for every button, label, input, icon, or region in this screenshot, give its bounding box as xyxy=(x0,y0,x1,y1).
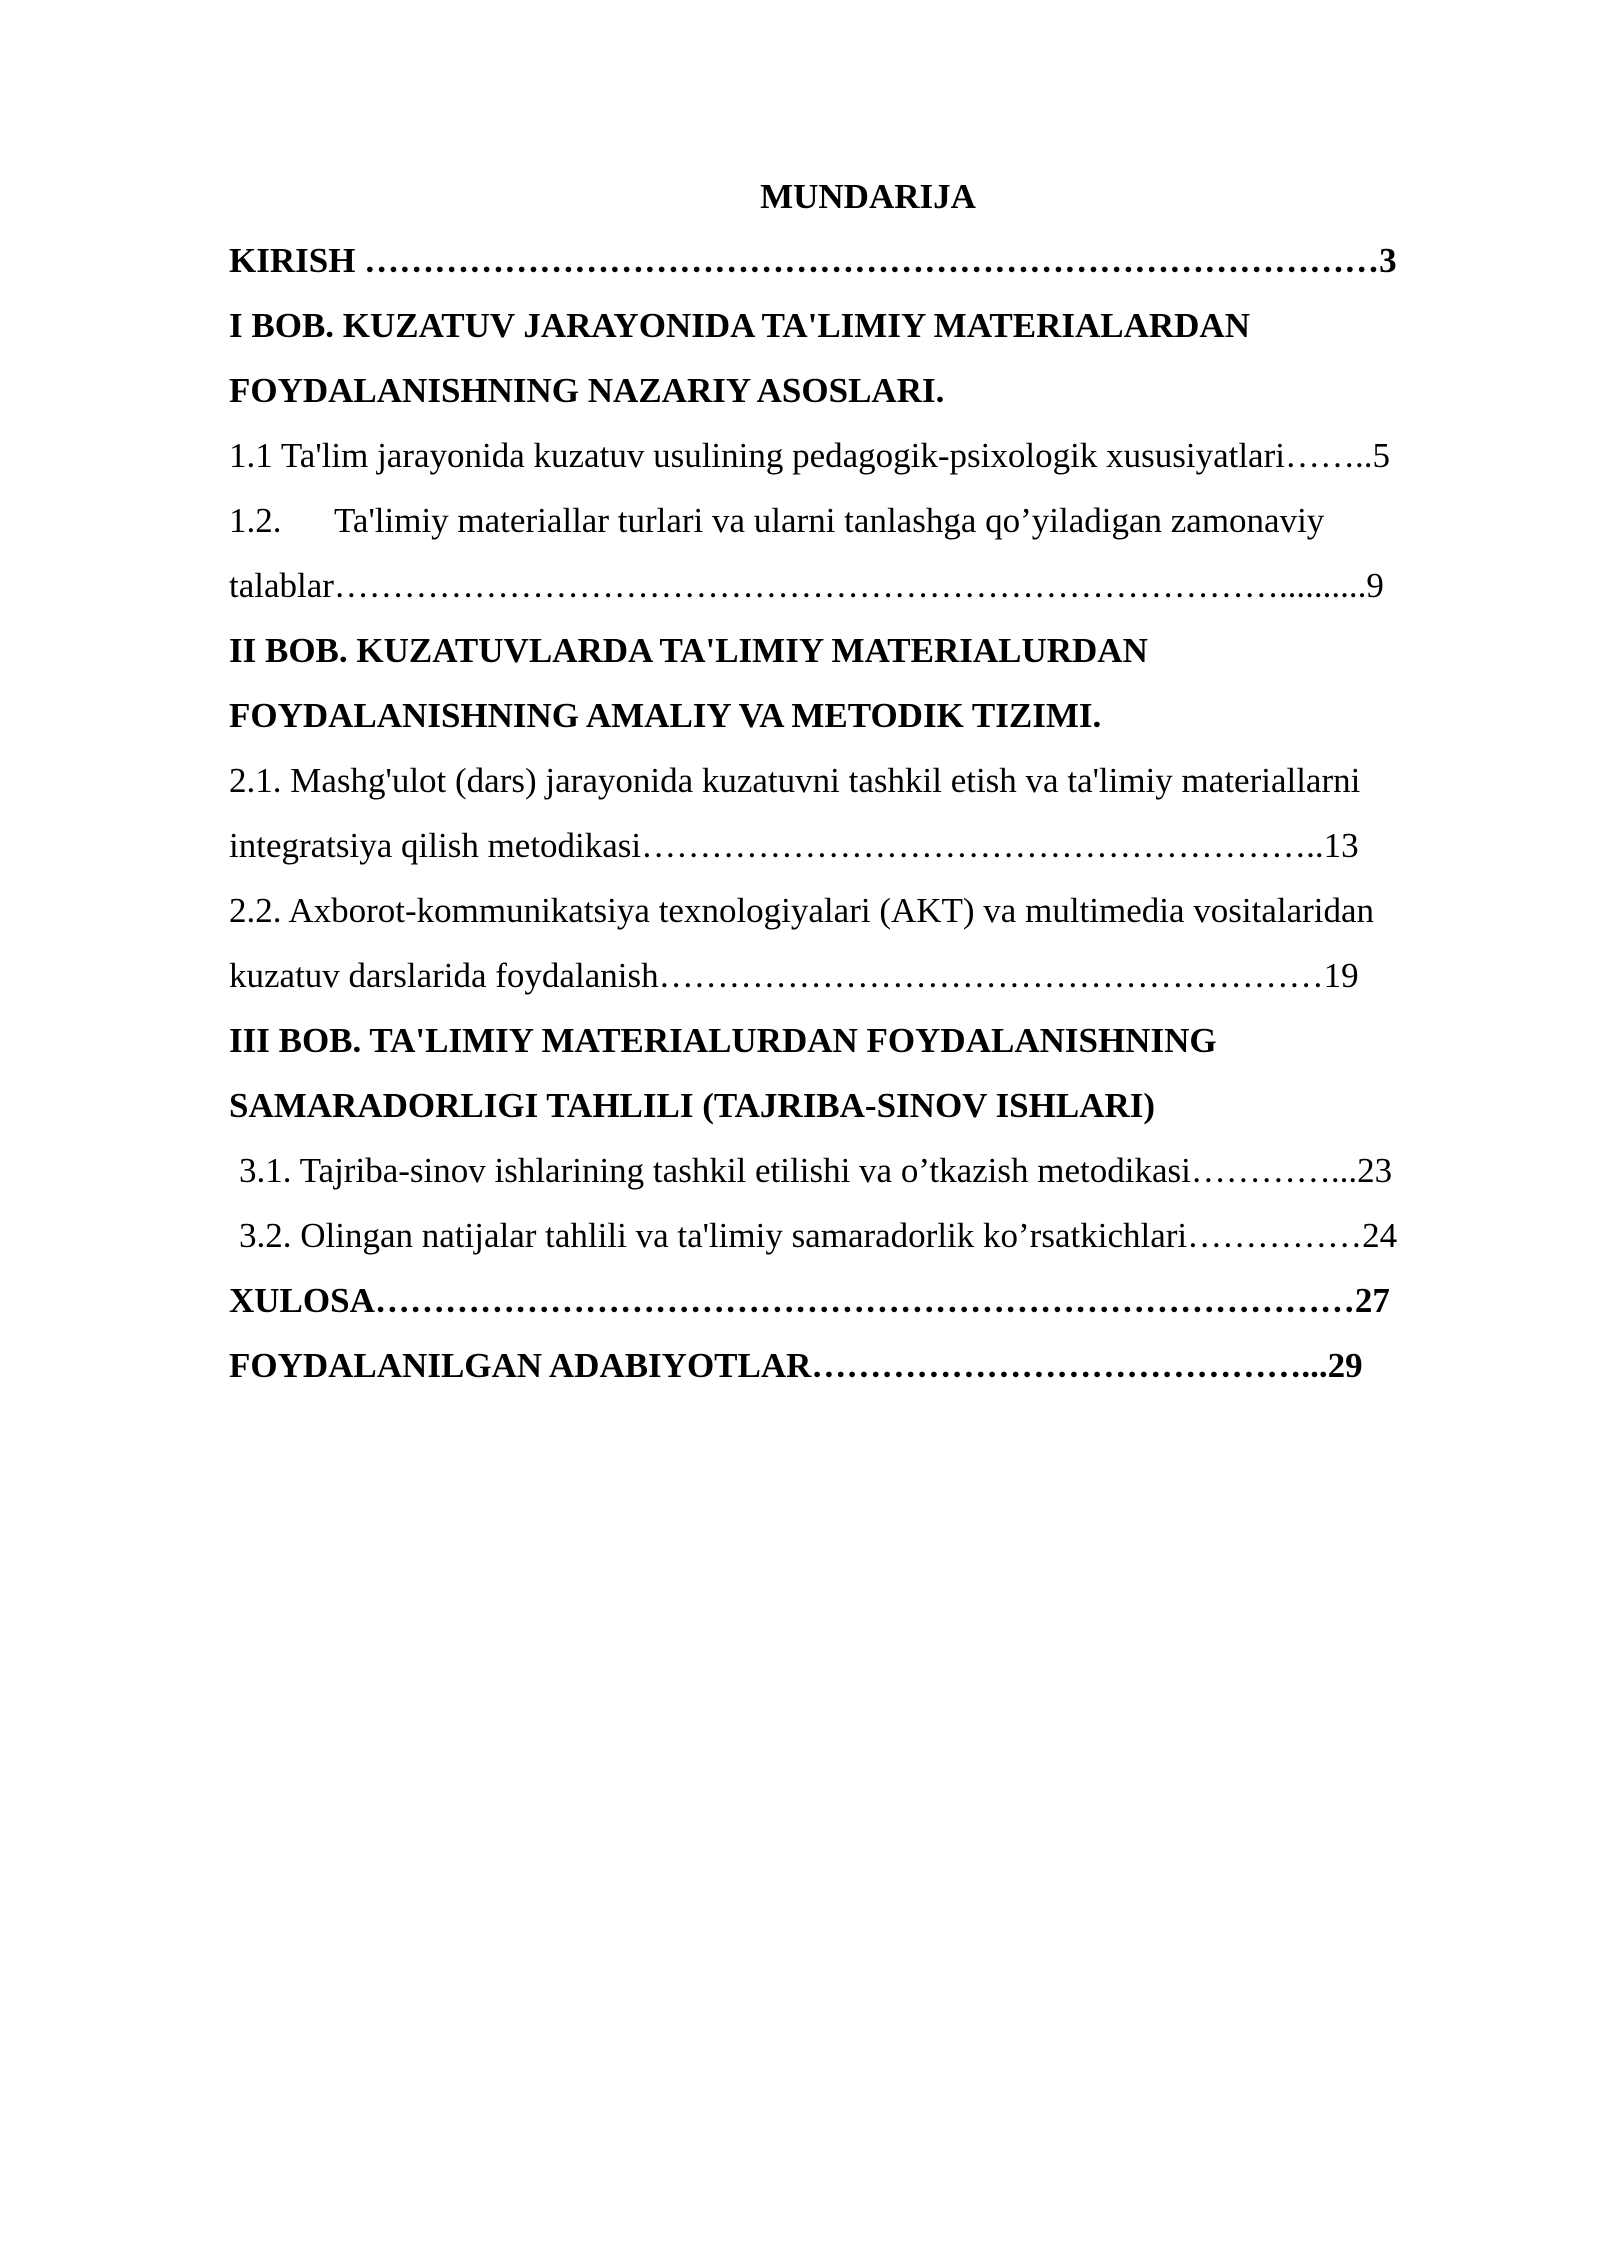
toc-chapter-2-title-line-1: II BOB. KUZATUVLARDA TA'LIMIY MATERIALURDAN xyxy=(229,631,1148,670)
toc-entry-2-1-line-2: integratsiya qilish metodikasi…………………………………………………..13 xyxy=(229,826,1359,865)
toc-chapter-1-title-line-1: I BOB. KUZATUV JARAYONIDA TA'LIMIY MATERIALARDAN xyxy=(229,306,1250,345)
toc-entry-1-2-line-1: 1.2. Ta'limiy materiallar turlari va ularni tanlashga qo’yiladigan zamonaviy xyxy=(229,501,1325,540)
toc-entry-3-1: 3.1. Tajriba-sinov ishlarining tashkil etilishi va o’tkazish metodikasi…………...23 xyxy=(239,1151,1393,1190)
toc-entry-2-1-line-1: 2.1. Mashg'ulot (dars) jarayonida kuzatuvni tashkil etish va ta'limiy materiallarni xyxy=(229,761,1361,800)
toc-chapter-2-title-line-2: FOYDALANISHNING AMALIY VA METODIK TIZIMI. xyxy=(229,696,1102,735)
toc-entry-kirish: KIRISH ……………………………………………………………………………3 xyxy=(229,241,1397,280)
toc-entry-1-1: 1.1 Ta'lim jarayonida kuzatuv usulining pedagogik-psixologik xususiyatlari……..5 xyxy=(229,436,1390,475)
toc-chapter-3-title-line-2: SAMARADORLIGI TAHLILI (TAJRIBA-SINOV ISHLARI) xyxy=(229,1086,1156,1125)
toc-entry-xulosa: XULOSA…………………………………………………………………………27 xyxy=(229,1281,1390,1320)
toc-entry-2-2-line-1: 2.2. Axborot-kommunikatsiya texnologiyalari (AKT) va multimedia vositalaridan xyxy=(229,891,1375,930)
toc-title: MUNDARIJA xyxy=(760,177,976,216)
table-of-contents xyxy=(229,170,1487,1398)
toc-entry-3-2: 3.2. Olingan natijalar tahlili va ta'limiy samaradorlik ko’rsatkichlari……………24 xyxy=(239,1216,1398,1255)
toc-entry-2-2-line-2: kuzatuv darslarida foydalanish…………………………………………………19 xyxy=(229,956,1359,995)
toc-entry-adabiyotlar: FOYDALANILGAN ADABIYOTLAR……………………………………...29 xyxy=(229,1346,1363,1385)
toc-chapter-3-title-line-1: III BOB. TA'LIMIY MATERIALURDAN FOYDALANISHNING xyxy=(229,1021,1217,1060)
toc-chapter-1-title-line-2: FOYDALANISHNING NAZARIY ASOSLARI. xyxy=(229,371,945,410)
toc-entry-1-2-line-2: talablar………………………………………………………………………..........9 xyxy=(229,566,1384,605)
